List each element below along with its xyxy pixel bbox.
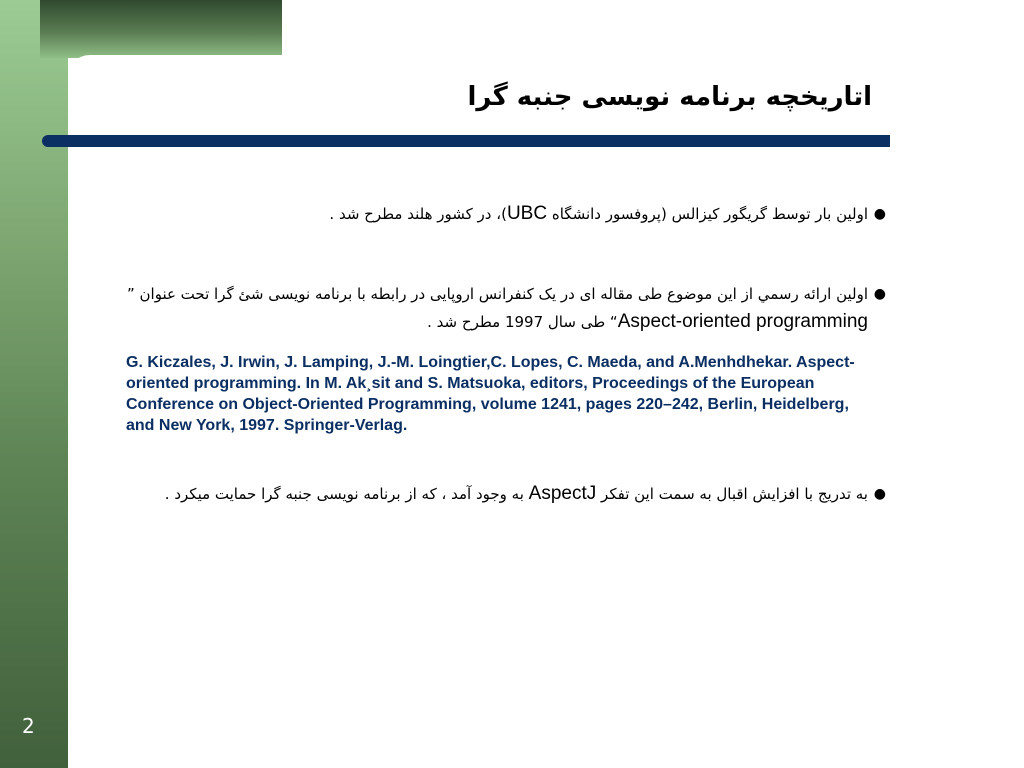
reference-citation: G. Kiczales, J. Irwin, J. Lamping, J.-M. Loingtier,C. Lopes, C. Maeda, and A.Menhdhekar. Aspect-oriented programming. In M. Ak¸sit and S. Matsuoka, editors, Proceedings of the European Conference on Object-Oriented Programming, volume 1241, pages 220–242, Berlin, Heidelberg, and New York, 1997. Springer-Verlag. [126,354,855,434]
bullet-1-latin: UBC [506,203,548,224]
bullet-item-2 [126,280,886,336]
bullet-3-text-a: به تدریج با افزایش اقبال به سمت این تفکر [601,485,868,503]
bullet-1-text-b: )، در کشور هلند مطرح شد . [329,205,507,223]
bullet-2-line-2 [127,308,868,336]
bullet-dot-icon: ● [873,286,886,302]
bullet-1-text-a: اولین بار توسط گریگور کیزالس (پروفسور دانشگاه [551,205,868,223]
bullet-2-latin: Aspect-oriented programming [617,311,868,332]
bullet-2-line-1: اولین ارائه رسمي از این موضوع طی مقاله ای در یک کنفرانس اروپایی در رابطه با برنامه نویسی شئ گرا تحت عنوان ” [126,285,868,303]
bullet-3-latin: AspectJ [528,483,597,504]
title-underline-bar [42,135,890,147]
left-decorative-band [0,0,68,768]
bullet-dot-icon: ● [873,486,886,502]
bullet-item-3 [164,480,886,508]
bullet-2-line-2-text: “ طی سال 1997 مطرح شد . [427,313,618,331]
bullet-item-1 [329,200,886,228]
slide-title: اتاریخچه برنامه نویسی جنبه گرا [467,82,872,112]
page-number: 2 [22,714,35,738]
bullet-dot-icon: ● [873,206,886,222]
top-decorative-band [40,0,282,58]
bullet-3-text-b: به وجود آمد ، که از برنامه نویسی جنبه گرا حمایت میکرد . [164,485,524,503]
